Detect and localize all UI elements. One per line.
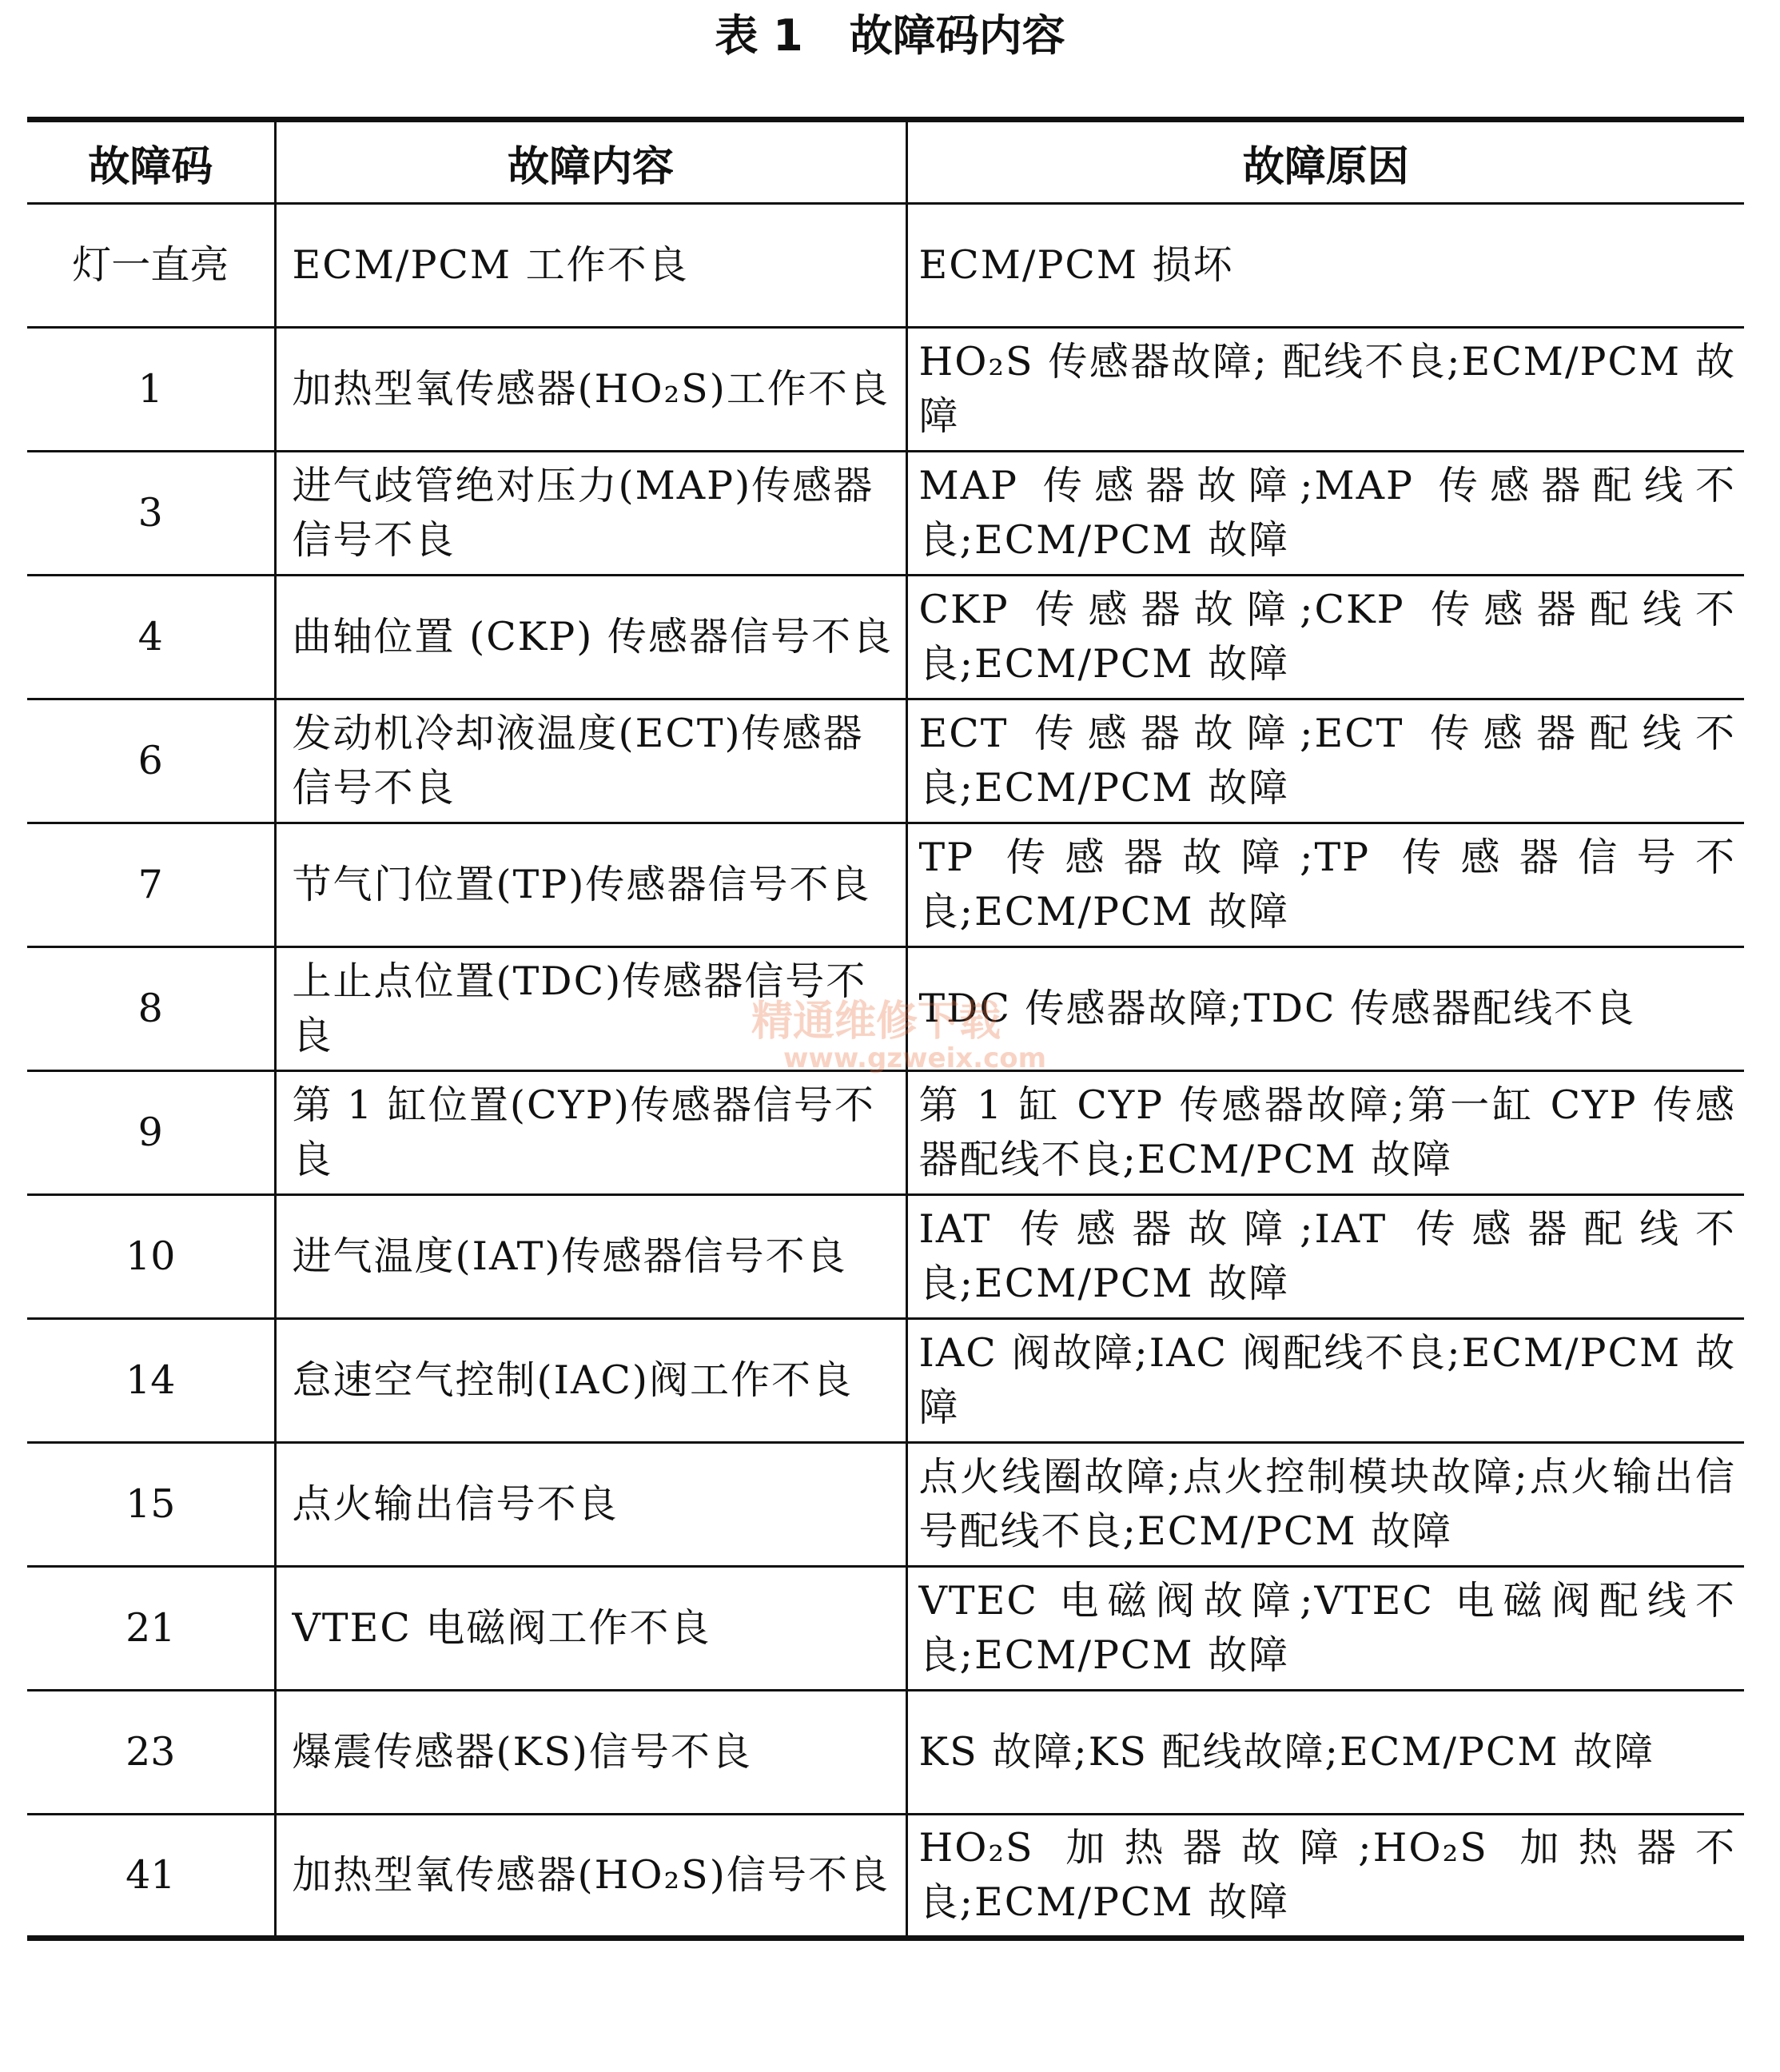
fault-cause-cell: VTEC 电磁阀故障;VTEC 电磁阀配线不良;ECM/PCM 故障 xyxy=(906,1567,1744,1691)
fault-cause-cell: HO₂S 加热器故障;HO₂S 加热器不良;ECM/PCM 故障 xyxy=(906,1815,1744,1939)
header-fault-content: 故障内容 xyxy=(275,120,906,204)
fault-content-cell: 曲轴位置 (CKP) 传感器信号不良 xyxy=(275,576,906,699)
fault-content-cell: 节气门位置(TP)传感器信号不良 xyxy=(275,823,906,947)
table-row xyxy=(27,452,1744,576)
fault-cause-cell: ECM/PCM 损坏 xyxy=(906,204,1744,328)
table-row xyxy=(27,1567,1744,1691)
fault-content-cell: 怠速空气控制(IAC)阀工作不良 xyxy=(275,1319,906,1443)
fault-content-cell: ECM/PCM 工作不良 xyxy=(275,204,906,328)
table-row xyxy=(27,204,1744,328)
fault-code-cell: 1 xyxy=(27,328,275,452)
fault-cause-cell: 第 1 缸 CYP 传感器故障;第一缸 CYP 传感器配线不良;ECM/PCM 故障 xyxy=(906,1071,1744,1195)
fault-code-cell: 23 xyxy=(27,1691,275,1815)
fault-cause-cell: CKP 传感器故障;CKP 传感器配线不良;ECM/PCM 故障 xyxy=(906,576,1744,699)
fault-content-cell: 加热型氧传感器(HO₂S)信号不良 xyxy=(275,1815,906,1939)
table-row xyxy=(27,328,1744,452)
fault-content-cell: 点火输出信号不良 xyxy=(275,1443,906,1567)
fault-content-cell: 上止点位置(TDC)传感器信号不良 xyxy=(275,947,906,1071)
fault-cause-cell: IAT 传感器故障;IAT 传感器配线不良;ECM/PCM 故障 xyxy=(906,1195,1744,1319)
watermark-url: www.gzweix.com xyxy=(783,1042,1047,1074)
fault-content-cell: 第 1 缸位置(CYP)传感器信号不良 xyxy=(275,1071,906,1195)
fault-cause-cell: ECT 传感器故障;ECT 传感器配线不良;ECM/PCM 故障 xyxy=(906,699,1744,823)
fault-cause-cell: MAP 传感器故障;MAP 传感器配线不良;ECM/PCM 故障 xyxy=(906,452,1744,576)
fault-code-cell: 15 xyxy=(27,1443,275,1567)
fault-code-cell: 9 xyxy=(27,1071,275,1195)
header-fault-code: 故障码 xyxy=(27,120,275,204)
fault-cause-cell: KS 故障;KS 配线故障;ECM/PCM 故障 xyxy=(906,1691,1744,1815)
fault-content-cell: 进气温度(IAT)传感器信号不良 xyxy=(275,1195,906,1319)
table-row xyxy=(27,699,1744,823)
fault-code-cell: 4 xyxy=(27,576,275,699)
fault-content-cell: 加热型氧传感器(HO₂S)工作不良 xyxy=(275,328,906,452)
fault-content-cell: 进气歧管绝对压力(MAP)传感器信号不良 xyxy=(275,452,906,576)
fault-code-table xyxy=(27,117,1744,1941)
table-row xyxy=(27,1443,1744,1567)
table-row xyxy=(27,823,1744,947)
fault-cause-cell: TP 传感器故障;TP 传感器信号不良;ECM/PCM 故障 xyxy=(906,823,1744,947)
fault-code-cell: 3 xyxy=(27,452,275,576)
fault-cause-cell: 点火线圈故障;点火控制模块故障;点火输出信号配线不良;ECM/PCM 故障 xyxy=(906,1443,1744,1567)
table-row xyxy=(27,947,1744,1071)
fault-content-cell: VTEC 电磁阀工作不良 xyxy=(275,1567,906,1691)
fault-cause-cell: IAC 阀故障;IAC 阀配线不良;ECM/PCM 故障 xyxy=(906,1319,1744,1443)
fault-code-cell: 21 xyxy=(27,1567,275,1691)
fault-code-cell: 6 xyxy=(27,699,275,823)
fault-code-cell: 8 xyxy=(27,947,275,1071)
fault-code-cell: 41 xyxy=(125,1852,176,1898)
table-row xyxy=(27,1319,1744,1443)
table-row xyxy=(27,1815,1744,1939)
table-header-row xyxy=(27,120,1744,204)
table-title: 故障码内容 xyxy=(849,10,1065,61)
table-row xyxy=(27,1195,1744,1319)
table-row xyxy=(27,1071,1744,1195)
table-row xyxy=(27,1691,1744,1815)
fault-code-cell: 灯一直亮 xyxy=(27,204,275,328)
table-caption xyxy=(0,8,1780,64)
header-fault-cause: 故障原因 xyxy=(906,120,1744,204)
table-number: 表 1 xyxy=(715,10,803,61)
watermark-title: 精通维修下载 xyxy=(751,998,1001,1046)
fault-cause-cell: HO₂S 传感器故障; 配线不良;ECM/PCM 故障 xyxy=(906,328,1744,452)
fault-content-cell: 爆震传感器(KS)信号不良 xyxy=(275,1691,906,1815)
fault-code-cell: 14 xyxy=(27,1319,275,1443)
fault-content-cell: 发动机冷却液温度(ECT)传感器信号不良 xyxy=(275,699,906,823)
table-row xyxy=(27,576,1744,699)
fault-code-cell: 10 xyxy=(27,1195,275,1319)
fault-cause-cell: TDC 传感器故障;TDC 传感器配线不良 xyxy=(906,947,1744,1071)
fault-code-cell: 7 xyxy=(27,823,275,947)
